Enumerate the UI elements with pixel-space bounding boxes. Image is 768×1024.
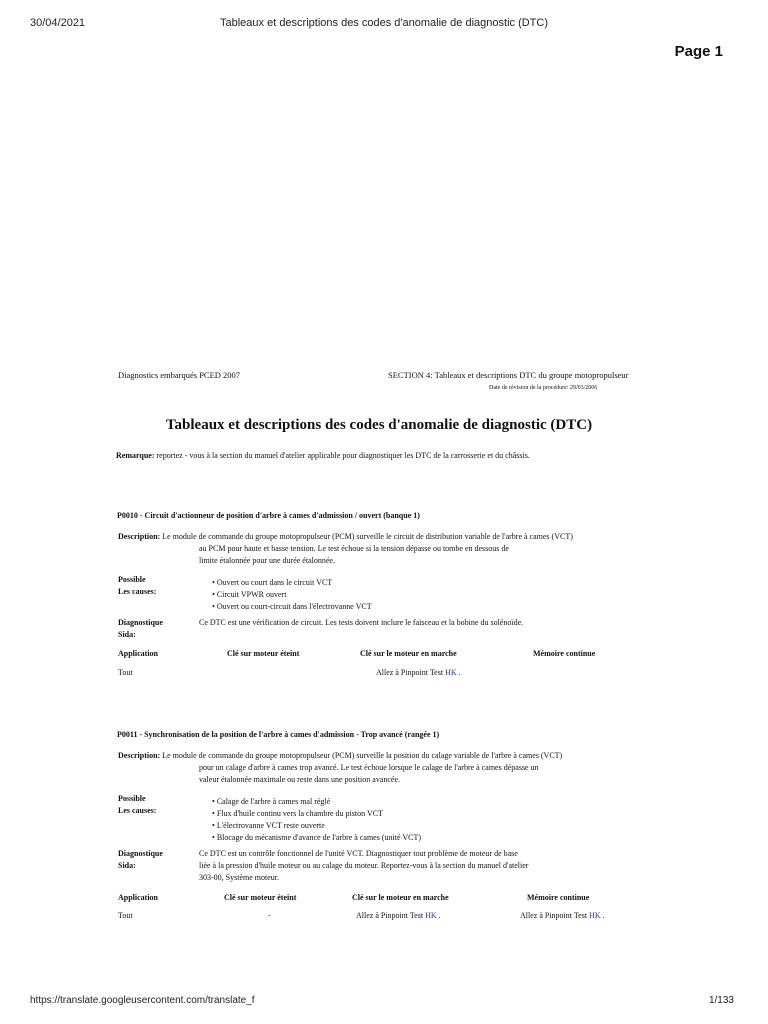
col-koer: Clé sur le moteur en marche [352, 893, 449, 902]
page-label: Page 1 [674, 43, 723, 60]
diagnostic-text [199, 617, 523, 629]
col-application: Application [118, 649, 159, 658]
cell-memory [520, 911, 605, 920]
footer-url[interactable]: https://translate.googleusercontent.com/translate_f [30, 995, 255, 1006]
print-date: 30/04/2021 [30, 17, 86, 29]
col-memory: Mémoire continue [533, 649, 596, 658]
doc-header-right: SECTION 4: Tableaux et descriptions DTC du groupe motopropulseur [388, 370, 629, 380]
diagnostic-line: 303-00, Système moteur. [199, 873, 279, 882]
cell-text: Allez à Pinpoint Test [356, 911, 426, 920]
col-application: Application [118, 893, 159, 902]
pinpoint-test-link[interactable]: HK [445, 668, 457, 677]
cell-application: Tout [118, 668, 133, 677]
description-line: au PCM pour haute et basse tension. Le test échoue si la tension dépasse ou tombe en dessous de [199, 544, 509, 553]
document-title: Tableaux et descriptions des codes d'anomalie de diagnostic (DTC) [165, 417, 593, 433]
description-line: pour un calage d'arbre à cames trop avancé. Le test échoue lorsque le calage de l'arbre à cames dépasse un [199, 763, 539, 772]
causes-label [118, 793, 156, 817]
diagnostic-text [199, 848, 528, 884]
causes-list [212, 577, 372, 613]
description-continuation [199, 762, 539, 786]
remark-label: Remarque: [116, 451, 155, 460]
diagnostic-label-line: Sida: [118, 861, 136, 870]
cause-item: • Blocage du mécanisme d'avance de l'arbre à cames (unité VCT) [212, 832, 421, 844]
diagnostic-label-line: Diagnostique [118, 618, 163, 627]
col-koer: Clé sur le moteur en marche [360, 649, 457, 658]
cell-text: . [456, 668, 461, 677]
cause-item: • Circuit VPWR ouvert [212, 589, 372, 601]
cell-koeo: - [268, 911, 271, 920]
col-koeo: Clé sur moteur éteint [227, 649, 300, 658]
diagnostic-label [118, 617, 163, 641]
cell-text: . [436, 911, 441, 920]
causes-label-line: Possible [118, 794, 146, 803]
diagnostic-label-line: Diagnostique [118, 849, 163, 858]
diagnostic-label-line: Sida: [118, 630, 136, 639]
dtc-description [118, 750, 562, 762]
description-continuation [199, 543, 509, 567]
remark [116, 451, 530, 460]
dtc-title: P0010 - Circuit d'actionneur de position d'arbre à cames d'admission / ouvert (banque 1) [117, 511, 420, 520]
description-label: Description: [118, 751, 161, 760]
causes-label-line: Les causes: [118, 587, 157, 596]
cause-item: • L'électrovanne VCT reste ouverte [212, 820, 421, 832]
pinpoint-test-link[interactable]: HK [589, 911, 601, 920]
cell-text: . [600, 911, 605, 920]
footer-page-count: 1/133 [708, 995, 734, 1006]
dtc-title: P0011 - Synchronisation de la position de l'arbre à cames d'admission - Trop avancé (rangée 1) [117, 730, 440, 739]
print-title: Tableaux et descriptions des codes d'anomalie de diagnostic (DTC) [220, 17, 548, 29]
causes-label-line: Les causes: [118, 806, 157, 815]
diagnostic-line: Ce DTC est un contrôle fonctionnel de l'unité VCT. Diagnostiquer tout problème de moteur de base [199, 849, 518, 858]
cause-item: • Flux d'huile continu vers la chambre du piston VCT [212, 808, 421, 820]
causes-label-line: Possible [118, 575, 146, 584]
remark-text: reportez - vous à la section du manuel d'atelier applicable pour diagnostiquer les DTC de la carrosserie et du châssis. [154, 451, 530, 460]
cell-koer [356, 911, 441, 920]
description-line: Le module de commande du groupe motopropulseur (PCM) surveille la position du calage variable de l'arbre à cames (VCT) [160, 751, 563, 760]
description-label: Description: [118, 532, 161, 541]
description-line: limite étalonnée pour une durée étalonnée. [199, 556, 335, 565]
causes-list [212, 796, 421, 844]
col-koeo: Clé sur moteur éteint [224, 893, 297, 902]
cause-item: • Ouvert ou court dans le circuit VCT [212, 577, 372, 589]
description-line: Le module de commande du groupe motopropulseur (PCM) surveille le circuit de distribution variable de l'arbre à cames (VCT) [160, 532, 573, 541]
pinpoint-test-link[interactable]: HK [425, 911, 437, 920]
diagnostic-label [118, 848, 163, 872]
cause-item: • Calage de l'arbre à cames mal réglé [212, 796, 421, 808]
cell-text: Allez à Pinpoint Test [376, 668, 446, 677]
revision-date: Date de révision de la procédure: 29/03/2006 [489, 385, 598, 391]
col-memory: Mémoire continue [527, 893, 590, 902]
causes-label [118, 574, 156, 598]
description-line: valeur étalonnée maximale ou reste dans une position avancée. [199, 775, 401, 784]
cell-text: Allez à Pinpoint Test [520, 911, 590, 920]
diagnostic-line: Ce DTC est une vérification de circuit. Les tests doivent inclure le faisceau et la bobine du solénoïde. [199, 618, 524, 627]
doc-header-left: Diagnostics embarqués PCED 2007 [118, 370, 241, 380]
diagnostic-line: liée à la pression d'huile moteur ou au calage du moteur. Reportez-vous à la section du manuel d'atelier [199, 861, 529, 870]
cause-item: • Ouvert ou court-circuit dans l'électrovanne VCT [212, 601, 372, 613]
cell-koer [376, 668, 461, 677]
dtc-description [118, 531, 573, 543]
cell-application: Tout [118, 911, 133, 920]
